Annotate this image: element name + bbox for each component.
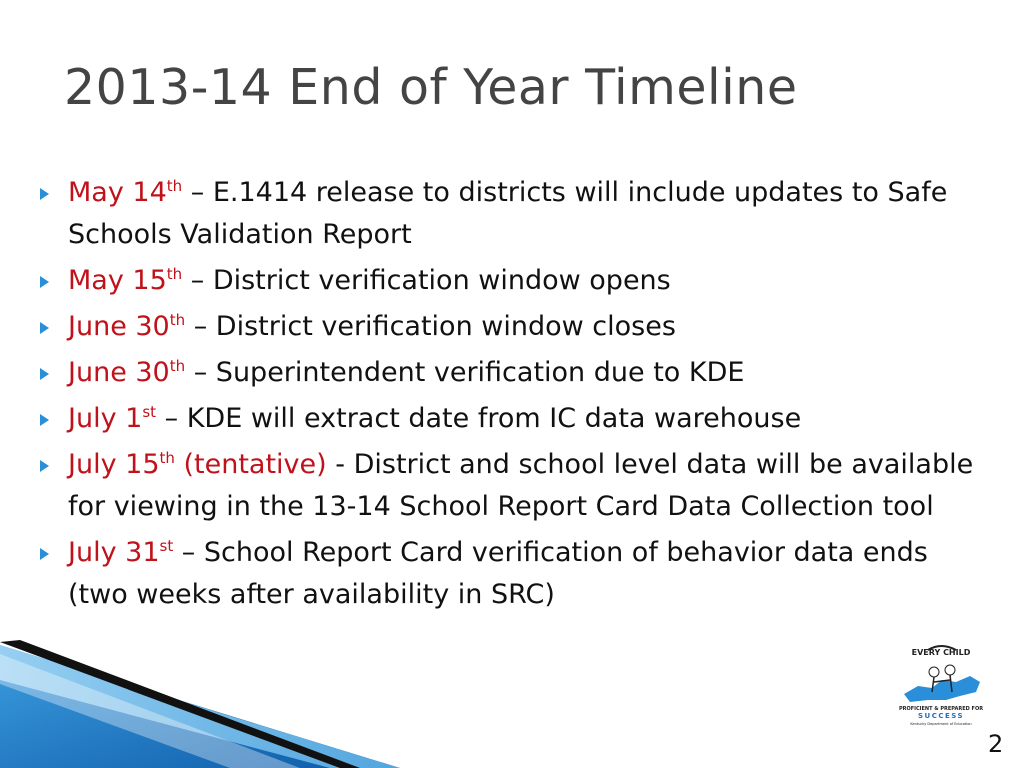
list-item <box>40 532 990 616</box>
list-item <box>40 352 990 394</box>
page-number: 2 <box>988 730 1004 758</box>
bullet-arrow-icon <box>40 322 49 334</box>
timeline-list <box>40 172 990 620</box>
svg-text:PROFICIENT & PREPARED FOR: PROFICIENT & PREPARED FOR <box>898 706 984 712</box>
timeline-date: July 15th (tentative) <box>68 449 327 480</box>
bullet-arrow-icon <box>40 548 49 560</box>
timeline-date: May 14th <box>68 177 183 208</box>
kentucky-logo-icon <box>898 642 984 728</box>
slide-title: 2013-14 End of Year Timeline <box>64 59 798 116</box>
svg-text:EVERY CHILD: EVERY CHILD <box>911 648 971 657</box>
timeline-date: July 31st <box>68 537 174 568</box>
bullet-arrow-icon <box>40 368 49 380</box>
every-child-logo <box>898 642 984 728</box>
timeline-date: June 30th <box>68 357 186 388</box>
list-item <box>40 398 990 440</box>
timeline-description: – District verification window opens <box>182 265 671 296</box>
bullet-arrow-icon <box>40 276 49 288</box>
timeline-description: - District and school level data will be available for viewing in the 13-14 School Report Card Data Collection tool <box>68 449 974 522</box>
timeline-date: May 15th <box>68 265 183 296</box>
list-item <box>40 260 990 302</box>
timeline-date: July 1st <box>68 403 157 434</box>
bullet-arrow-icon <box>40 414 49 426</box>
list-item <box>40 444 990 528</box>
decorative-wave-graphic <box>0 640 400 768</box>
timeline-date: June 30th <box>68 311 186 342</box>
svg-text:SUCCESS: SUCCESS <box>917 712 965 720</box>
list-item <box>40 172 990 256</box>
bullet-arrow-icon <box>40 460 49 472</box>
timeline-description: – School Report Card verification of behavior data ends (two weeks after availability in SRC) <box>68 537 928 610</box>
bullet-arrow-icon <box>40 188 49 200</box>
list-item <box>40 306 990 348</box>
timeline-description: – Superintendent verification due to KDE <box>185 357 745 388</box>
svg-text:Kentucky Department of Educati: Kentucky Department of Education <box>910 722 972 726</box>
timeline-description: – District verification window closes <box>185 311 676 342</box>
timeline-description: – E.1414 release to districts will include updates to Safe Schools Validation Report <box>68 177 948 250</box>
timeline-description: – KDE will extract date from IC data warehouse <box>156 403 802 434</box>
